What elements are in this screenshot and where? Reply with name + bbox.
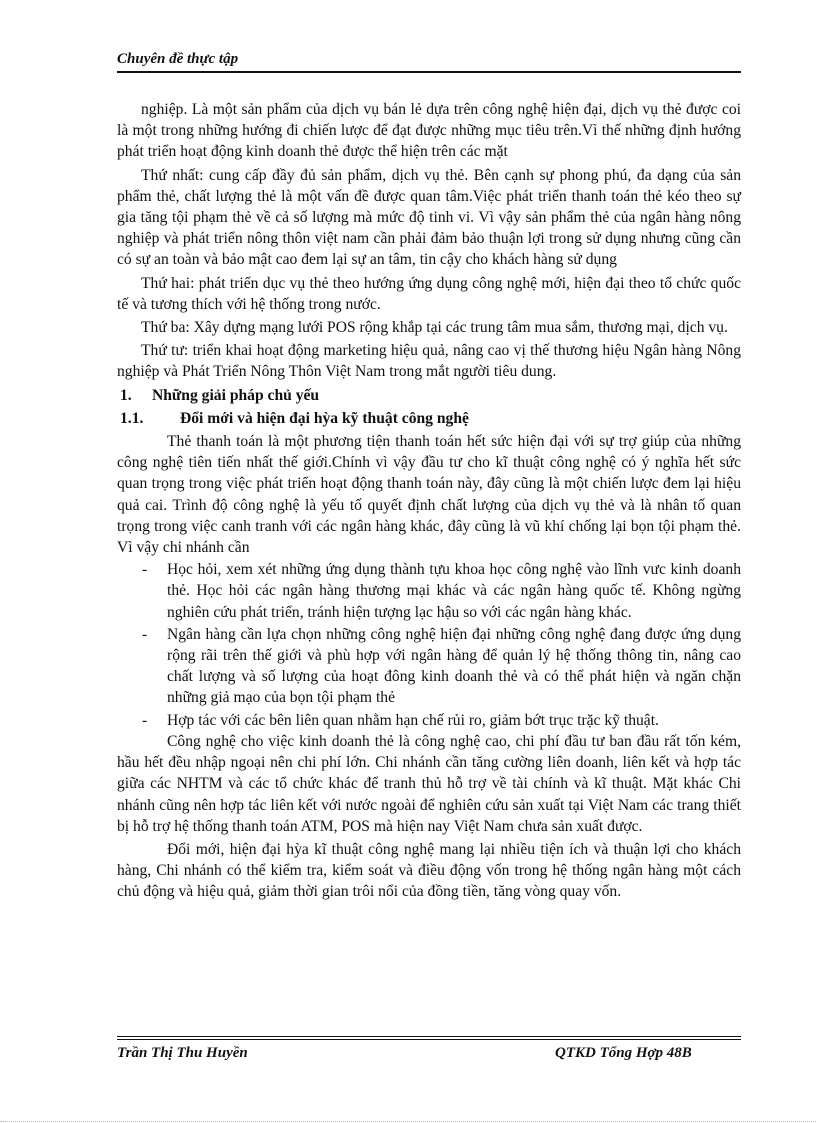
dash-bullet: - <box>142 561 148 579</box>
paragraph-continuation: nghiệp. Là một sản phẩm của dịch vụ bán lẻ dựa trên công nghệ hiện đại, dịch vụ thẻ được coi là một trong những hướng đi chiến lược để đạt được những mục tiêu trên.Vì thế những định hướng phát triển hoạt động kinh doanh thẻ được thể hiện trên các mặt <box>117 101 741 161</box>
heading-1-text: Những giải pháp chủ yếu <box>152 386 320 404</box>
paragraph-thu-tu: Thứ tư: triển khai hoạt động marketing hiệu quả, nâng cao vị thế thương hiệu Ngân hàng Nông nghiệp và Phát Triển Nông Thôn Việt Nam trong mắt người tiêu dung. <box>117 342 741 381</box>
paragraph-doi-moi: Đổi mới, hiện đại hỳa kĩ thuật công nghệ mang lại nhiều tiện ích và thuận lợi cho khách hàng, Chi nhánh có thể kiểm tra, kiểm soát và điều động vốn trong hệ thống ngân hàng một cách chủ động và hiệu quả, giảm thời gian trôi nổi của đồng tiền, tăng vòng quay vốn. <box>117 840 741 901</box>
paragraph-intro: Thẻ thanh toán là một phương tiện thanh toán hết sức hiện đại với sự trợ giúp của những công nghệ tiên tiến nhất thế giới.Chính vì vậy đầu tư cho kĩ thuật công nghệ có ý nghĩa hết sức quan trọng trong việc phát triển hoạt động thanh toán này, đây cũng là một chiến lược đem lại hiệu quả cai. Trình độ công nghệ là yếu tố quyết định chất lượng của dịch vụ thẻ và là nhân tố quan trọng trong việc canh tranh với các ngân hàng khác, đây cũng là vũ khí chống lại bọn tội phạm thẻ. Vì vậy chi nhánh cần <box>117 433 741 557</box>
header-rule <box>117 71 741 73</box>
dash-bullet: - <box>142 625 148 643</box>
header-title: Chuyên đề thực tập <box>117 51 239 67</box>
list-item-text: Học hỏi, xem xét những ứng dụng thành tựu khoa học công nghệ vào lĩnh vưc kinh doanh thẻ. Học hỏi các ngân hàng thương mại khác và các ngân hàng quốc tế. Không ngừng nghiên cứu phát triển, tránh hiện tượng lạc hậu so với các ngân hàng khác. <box>167 561 741 621</box>
list-item-text: Ngân hàng cần lựa chọn những công nghệ hiện đại những công nghệ đang được ứng dụng rộng rãi trên thế giới và phù hợp với ngân hàng để quản lý hệ thống thông tin, nâng cao chất lượng và số lượng của hoạt đông kinh doanh thẻ và có thể phát hiện và ngăn chặn những giả mạo của bọn tội phạm thẻ <box>167 625 741 707</box>
paragraph-thu-ba: Thứ ba: Xây dựng mạng lưới POS rộng khắp tại các trung tâm mua sắm, thương mại, dịch vụ. <box>141 319 728 337</box>
dash-bullet: - <box>142 711 148 729</box>
heading-1-1 <box>117 408 741 429</box>
page-edge-divider <box>0 1121 816 1122</box>
heading-1-1-text: Đổi mới và hiện đại hỳa kỹ thuật công nghệ <box>180 409 469 427</box>
paragraph-cong-nghe: Công nghệ cho việc kinh doanh thẻ là công nghệ cao, chi phí đầu tư ban đầu rất tốn kém, hầu hết đều nhập ngoại nên chi phí lớn. Chi nhánh cần tăng cường liên doanh, liên kết và hợp tác giữa các NHTM và các tổ chức khác để tranh thủ hỗ trợ về tài chính và kĩ thuật. Mặt khác Chi nhánh cũng nên hợp tác liên kết với nước ngoài để nghiên cứu sản xuất tại Việt Nam các trang thiết bị hỗ trợ hệ thống thanh toán ATM, POS mà hiện nay Việt Nam chưa sản xuất được. <box>117 732 741 835</box>
list-item-text: Hợp tác với các bên liên quan nhằm hạn chế rủi ro, giảm bớt trục trặc kỹ thuật. <box>167 711 659 729</box>
heading-1-1-number: 1.1. <box>120 409 144 427</box>
paragraph-thu-nhat: Thứ nhất: cung cấp đầy đủ sản phẩm, dịch vụ thẻ. Bên cạnh sự phong phú, đa dạng của sản phẩm thẻ, chất lượng thẻ là một vấn đề được quan tâm.Việc phát triển thanh toán thẻ kéo theo sự gia tăng tội phạm thẻ về cả số lượng mà mức độ tinh vi. Vì vậy sản phẩm thẻ của ngân hàng nông nghiệp và phát triển nông thôn việt nam cần phải đảm bảo thuận lợi trong sử dụng nhưng cũng cần có sự an toàn và bảo mật cao đem lại sự an tâm, tin cậy cho khách hàng sử dụng <box>117 166 741 269</box>
list-item <box>117 559 741 623</box>
footer-rule <box>117 1036 741 1037</box>
footer-rule <box>117 1039 741 1040</box>
list-item <box>117 710 741 731</box>
document-body <box>117 99 741 903</box>
paragraph-thu-hai: Thứ hai: phát triển dục vụ thẻ theo hướng ứng dụng công nghệ mới, hiện đại theo tổ chức quốc tế và tương thích với hệ thống trong nước. <box>117 274 741 313</box>
bullet-list <box>117 559 741 731</box>
footer-class: QTKD Tổng Hợp 48B <box>555 1045 692 1061</box>
heading-1 <box>117 385 741 406</box>
page-header <box>117 50 741 68</box>
heading-1-number: 1. <box>120 386 132 404</box>
footer-author: Trần Thị Thu Huyền <box>117 1045 248 1061</box>
list-item <box>117 624 741 709</box>
